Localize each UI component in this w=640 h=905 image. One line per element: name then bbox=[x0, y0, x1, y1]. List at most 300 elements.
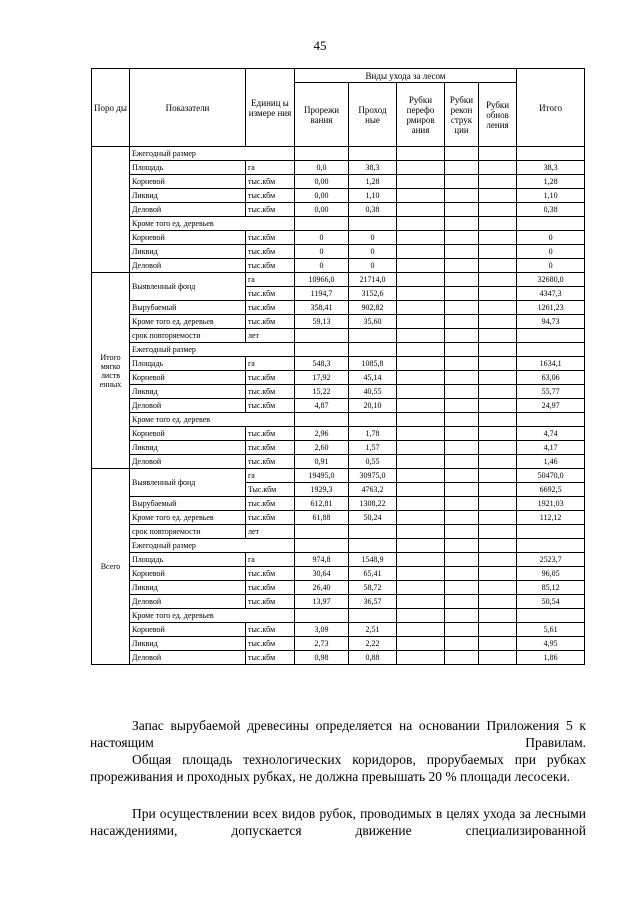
renewal-value bbox=[479, 441, 517, 455]
reformation-value bbox=[397, 385, 445, 399]
renewal-value bbox=[479, 259, 517, 273]
table-row bbox=[92, 651, 585, 665]
reconstruction-value bbox=[445, 357, 479, 371]
total-value: 5,61 bbox=[517, 623, 585, 637]
total-value: 63,06 bbox=[517, 371, 585, 385]
passage-value: 65,41 bbox=[349, 567, 397, 581]
reformation-value bbox=[397, 217, 445, 231]
total-value bbox=[517, 413, 585, 427]
reformation-value bbox=[397, 287, 445, 301]
indicator-cell: срок повторяемости bbox=[130, 329, 246, 343]
reformation-value bbox=[397, 329, 445, 343]
renewal-value bbox=[479, 651, 517, 665]
passage-value: 20,10 bbox=[349, 399, 397, 413]
table-row bbox=[92, 609, 585, 623]
reformation-value bbox=[397, 231, 445, 245]
renewal-value bbox=[479, 525, 517, 539]
thinning-value: 10966,0 bbox=[295, 273, 349, 287]
renewal-value bbox=[479, 497, 517, 511]
reconstruction-value bbox=[445, 259, 479, 273]
reconstruction-value bbox=[445, 245, 479, 259]
thinning-value: 1929,3 bbox=[295, 483, 349, 497]
thinning-value: 15,22 bbox=[295, 385, 349, 399]
total-value bbox=[517, 329, 585, 343]
indicator-cell: Корневой bbox=[130, 231, 246, 245]
thinning-value bbox=[295, 539, 349, 553]
table-row bbox=[92, 553, 585, 567]
passage-value bbox=[349, 413, 397, 427]
indicator-cell: Корневой bbox=[130, 623, 246, 637]
passage-value bbox=[349, 343, 397, 357]
indicator-cell: Деловой bbox=[130, 203, 246, 217]
table-row bbox=[92, 399, 585, 413]
table-row bbox=[92, 343, 585, 357]
passage-value: 2,22 bbox=[349, 637, 397, 651]
reconstruction-value bbox=[445, 623, 479, 637]
unit-cell: тыс.кбм bbox=[246, 175, 295, 189]
passage-value: 1085,8 bbox=[349, 357, 397, 371]
total-value bbox=[517, 525, 585, 539]
unit-cell: тыс.кбм bbox=[246, 371, 295, 385]
passage-value bbox=[349, 539, 397, 553]
reconstruction-value bbox=[445, 161, 479, 175]
renewal-value bbox=[479, 469, 517, 483]
unit-cell: тыс.кбм bbox=[246, 189, 295, 203]
passage-value: 35,60 bbox=[349, 315, 397, 329]
total-value: 4347,3 bbox=[517, 287, 585, 301]
indicator-cell: срок повторяемости bbox=[130, 525, 246, 539]
passage-value: 3152,6 bbox=[349, 287, 397, 301]
passage-value: 1548,9 bbox=[349, 553, 397, 567]
table-row bbox=[92, 301, 585, 315]
reformation-value bbox=[397, 357, 445, 371]
renewal-value bbox=[479, 343, 517, 357]
paragraph-corridors bbox=[90, 751, 586, 785]
total-value: 94,73 bbox=[517, 315, 585, 329]
reformation-value bbox=[397, 245, 445, 259]
indicator-cell: Ликвид bbox=[130, 245, 246, 259]
passage-value: 1,57 bbox=[349, 441, 397, 455]
reformation-value bbox=[397, 147, 445, 161]
indicator-cell: Ликвид bbox=[130, 385, 246, 399]
unit-cell: тыс.кбм bbox=[246, 581, 295, 595]
thinning-value: 612,81 bbox=[295, 497, 349, 511]
reconstruction-value bbox=[445, 385, 479, 399]
table-row bbox=[92, 441, 585, 455]
header-unit: Единиц ы измере ния bbox=[246, 69, 295, 147]
renewal-value bbox=[479, 287, 517, 301]
reconstruction-value bbox=[445, 301, 479, 315]
thinning-value: 30,64 bbox=[295, 567, 349, 581]
total-value bbox=[517, 343, 585, 357]
reformation-value bbox=[397, 343, 445, 357]
total-value bbox=[517, 609, 585, 623]
reformation-value bbox=[397, 203, 445, 217]
reconstruction-value bbox=[445, 539, 479, 553]
reformation-value bbox=[397, 609, 445, 623]
passage-value: 0,38 bbox=[349, 203, 397, 217]
reformation-value bbox=[397, 301, 445, 315]
thinning-value bbox=[295, 525, 349, 539]
renewal-value bbox=[479, 357, 517, 371]
thinning-value: 2,96 bbox=[295, 427, 349, 441]
table-row bbox=[92, 329, 585, 343]
thinning-value: 0,98 bbox=[295, 651, 349, 665]
indicator-cell: Выявленный фонд bbox=[130, 273, 246, 301]
total-value bbox=[517, 217, 585, 231]
reconstruction-value bbox=[445, 231, 479, 245]
unit-cell: га bbox=[246, 273, 295, 287]
passage-value: 2,51 bbox=[349, 623, 397, 637]
indicator-cell: Ликвид bbox=[130, 581, 246, 595]
total-value: 0 bbox=[517, 231, 585, 245]
thinning-value: 61,88 bbox=[295, 511, 349, 525]
table-row bbox=[92, 259, 585, 273]
thinning-value: 0,91 bbox=[295, 455, 349, 469]
table-row bbox=[92, 217, 585, 231]
unit-cell: тыс.кбм bbox=[246, 595, 295, 609]
table-row bbox=[92, 189, 585, 203]
passage-value: 38,3 bbox=[349, 161, 397, 175]
renewal-value bbox=[479, 609, 517, 623]
reformation-value bbox=[397, 273, 445, 287]
renewal-value bbox=[479, 273, 517, 287]
indicator-cell: Ежегодный размер bbox=[130, 147, 295, 161]
thinning-value: 0,00 bbox=[295, 203, 349, 217]
indicator-cell: Выявленный фонд bbox=[130, 469, 246, 497]
unit-cell: тыс.кбм bbox=[246, 427, 295, 441]
renewal-value bbox=[479, 301, 517, 315]
indicator-cell: Кроме того ед. деревьев bbox=[130, 609, 295, 623]
unit-cell: тыс.кбм bbox=[246, 259, 295, 273]
total-value: 1261,23 bbox=[517, 301, 585, 315]
passage-value: 1308,22 bbox=[349, 497, 397, 511]
reformation-value bbox=[397, 371, 445, 385]
table-row bbox=[92, 455, 585, 469]
passage-value: 0 bbox=[349, 259, 397, 273]
reconstruction-value bbox=[445, 469, 479, 483]
header-total: Итого bbox=[517, 69, 585, 147]
passage-value bbox=[349, 147, 397, 161]
passage-value: 1,10 bbox=[349, 189, 397, 203]
renewal-value bbox=[479, 399, 517, 413]
breed-cell: Всего bbox=[92, 469, 130, 665]
reconstruction-value bbox=[445, 203, 479, 217]
unit-cell: лет bbox=[246, 525, 295, 539]
passage-value: 1,28 bbox=[349, 175, 397, 189]
renewal-value bbox=[479, 483, 517, 497]
thinning-value: 3,09 bbox=[295, 623, 349, 637]
passage-value: 902,82 bbox=[349, 301, 397, 315]
reformation-value bbox=[397, 175, 445, 189]
paragraph-1: Запас вырубаемой древесины определяется на основании Приложения 5 к настоящим Правилам. bbox=[90, 718, 586, 750]
passage-value: 30975,0 bbox=[349, 469, 397, 483]
total-value: 4,17 bbox=[517, 441, 585, 455]
renewal-value bbox=[479, 581, 517, 595]
total-value: 0 bbox=[517, 259, 585, 273]
renewal-value bbox=[479, 329, 517, 343]
total-value: 0,38 bbox=[517, 203, 585, 217]
total-value: 1634,1 bbox=[517, 357, 585, 371]
reformation-value bbox=[397, 189, 445, 203]
total-value: 1,10 bbox=[517, 189, 585, 203]
reconstruction-value bbox=[445, 455, 479, 469]
indicator-cell: Ежегодный размер bbox=[130, 343, 295, 357]
indicator-cell: Площадь bbox=[130, 553, 246, 567]
table-row bbox=[92, 231, 585, 245]
thinning-value: 974,8 bbox=[295, 553, 349, 567]
unit-cell: тыс.кбм bbox=[246, 455, 295, 469]
total-value: 32680,0 bbox=[517, 273, 585, 287]
unit-cell: тыс.кбм bbox=[246, 497, 295, 511]
total-value: 4,95 bbox=[517, 637, 585, 651]
total-value: 4,74 bbox=[517, 427, 585, 441]
reconstruction-value bbox=[445, 189, 479, 203]
thinning-value: 59,13 bbox=[295, 315, 349, 329]
table-row bbox=[92, 539, 585, 553]
reconstruction-value bbox=[445, 315, 479, 329]
total-value bbox=[517, 147, 585, 161]
table-row bbox=[92, 413, 585, 427]
reformation-value bbox=[397, 315, 445, 329]
thinning-value bbox=[295, 609, 349, 623]
passage-value: 40,55 bbox=[349, 385, 397, 399]
table-header bbox=[92, 69, 585, 147]
passage-value: 50,24 bbox=[349, 511, 397, 525]
thinning-value: 0 bbox=[295, 259, 349, 273]
passage-value: 0,88 bbox=[349, 651, 397, 665]
indicator-cell: Площадь bbox=[130, 357, 246, 371]
total-value: 50470,0 bbox=[517, 469, 585, 483]
passage-value bbox=[349, 217, 397, 231]
reformation-value bbox=[397, 623, 445, 637]
table-row bbox=[92, 511, 585, 525]
table-row bbox=[92, 525, 585, 539]
table-row bbox=[92, 497, 585, 511]
thinning-value: 19495,0 bbox=[295, 469, 349, 483]
unit-cell: тыс.кбм bbox=[246, 637, 295, 651]
renewal-value bbox=[479, 175, 517, 189]
reconstruction-value bbox=[445, 497, 479, 511]
paragraph-2: Общая площадь технологических коридоров, прорубаемых при рубках прореживания и проходных рубках, не должна превышать 20 % площади лесосеки. bbox=[90, 752, 586, 784]
thinning-value: 0 bbox=[295, 231, 349, 245]
unit-cell: тыс.кбм bbox=[246, 651, 295, 665]
thinning-value: 13,97 bbox=[295, 595, 349, 609]
header-renewal: Рубки обнов ления bbox=[479, 83, 517, 147]
renewal-value bbox=[479, 203, 517, 217]
thinning-value bbox=[295, 147, 349, 161]
reformation-value bbox=[397, 497, 445, 511]
reconstruction-value bbox=[445, 273, 479, 287]
thinning-value: 0 bbox=[295, 245, 349, 259]
unit-cell: тыс.кбм bbox=[246, 511, 295, 525]
reformation-value bbox=[397, 553, 445, 567]
thinning-value: 17,92 bbox=[295, 371, 349, 385]
table-row bbox=[92, 469, 585, 483]
indicator-cell: Кроме того ед. деревьев bbox=[130, 511, 246, 525]
renewal-value bbox=[479, 147, 517, 161]
total-value: 24,97 bbox=[517, 399, 585, 413]
reformation-value bbox=[397, 161, 445, 175]
reconstruction-value bbox=[445, 287, 479, 301]
total-value: 6692,5 bbox=[517, 483, 585, 497]
paragraph-3: При осуществлении всех видов рубок, проводимых в целях ухода за лесными насаждениями, допускается движение специализированной bbox=[90, 806, 586, 838]
indicator-cell: Корневой bbox=[130, 371, 246, 385]
reconstruction-value bbox=[445, 595, 479, 609]
total-value bbox=[517, 539, 585, 553]
reconstruction-value bbox=[445, 399, 479, 413]
table-row bbox=[92, 637, 585, 651]
unit-cell: га bbox=[246, 469, 295, 483]
indicator-cell: Кроме того ед. деревев bbox=[130, 413, 295, 427]
table-row bbox=[92, 315, 585, 329]
unit-cell: лет bbox=[246, 329, 295, 343]
renewal-value bbox=[479, 511, 517, 525]
passage-value: 4763,2 bbox=[349, 483, 397, 497]
passage-value: 0,55 bbox=[349, 455, 397, 469]
indicator-cell: Корневой bbox=[130, 175, 246, 189]
table-row bbox=[92, 203, 585, 217]
table-row bbox=[92, 623, 585, 637]
thinning-value: 26,40 bbox=[295, 581, 349, 595]
renewal-value bbox=[479, 623, 517, 637]
reformation-value bbox=[397, 413, 445, 427]
renewal-value bbox=[479, 567, 517, 581]
reconstruction-value bbox=[445, 175, 479, 189]
page-number: 45 bbox=[313, 38, 327, 53]
reconstruction-value bbox=[445, 343, 479, 357]
paragraph-felling bbox=[90, 805, 586, 839]
reconstruction-value bbox=[445, 567, 479, 581]
unit-cell: тыс.кбм bbox=[246, 287, 295, 301]
indicator-cell: Деловой bbox=[130, 595, 246, 609]
passage-value bbox=[349, 329, 397, 343]
total-value: 2523,7 bbox=[517, 553, 585, 567]
thinning-value: 1194,7 bbox=[295, 287, 349, 301]
renewal-value bbox=[479, 539, 517, 553]
reformation-value bbox=[397, 651, 445, 665]
reformation-value bbox=[397, 427, 445, 441]
table-row bbox=[92, 161, 585, 175]
thinning-value: 4,87 bbox=[295, 399, 349, 413]
table-row bbox=[92, 385, 585, 399]
reconstruction-value bbox=[445, 329, 479, 343]
header-thinning: Прорежи вания bbox=[295, 83, 349, 147]
table-row bbox=[92, 175, 585, 189]
indicator-cell: Кроме того ед. деревьев bbox=[130, 217, 295, 231]
unit-cell: тыс.кбм bbox=[246, 315, 295, 329]
reconstruction-value bbox=[445, 511, 479, 525]
renewal-value bbox=[479, 385, 517, 399]
thinning-value bbox=[295, 217, 349, 231]
reconstruction-value bbox=[445, 553, 479, 567]
renewal-value bbox=[479, 231, 517, 245]
indicator-cell: Вырубаемый bbox=[130, 497, 246, 511]
paragraph-reserve bbox=[90, 717, 586, 751]
reformation-value bbox=[397, 567, 445, 581]
passage-value: 21714,0 bbox=[349, 273, 397, 287]
reconstruction-value bbox=[445, 483, 479, 497]
unit-cell: Тыс.кбм bbox=[246, 483, 295, 497]
header-indicators: Показатели bbox=[130, 69, 246, 147]
header-reconstruction: Рубки рекон струк ции bbox=[445, 83, 479, 147]
indicator-cell: Площадь bbox=[130, 161, 246, 175]
reformation-value bbox=[397, 469, 445, 483]
thinning-value: 0,00 bbox=[295, 175, 349, 189]
renewal-value bbox=[479, 413, 517, 427]
reformation-value bbox=[397, 595, 445, 609]
reformation-value bbox=[397, 511, 445, 525]
table-row bbox=[92, 273, 585, 287]
reconstruction-value bbox=[445, 651, 479, 665]
thinning-value bbox=[295, 413, 349, 427]
unit-cell: тыс.кбм bbox=[246, 203, 295, 217]
table-row bbox=[92, 147, 585, 161]
total-value: 1,28 bbox=[517, 175, 585, 189]
reconstruction-value bbox=[445, 371, 479, 385]
unit-cell: тыс.кбм bbox=[246, 441, 295, 455]
indicator-cell: Ликвид bbox=[130, 441, 246, 455]
reconstruction-value bbox=[445, 609, 479, 623]
total-value: 1921,03 bbox=[517, 497, 585, 511]
passage-value bbox=[349, 525, 397, 539]
renewal-value bbox=[479, 245, 517, 259]
renewal-value bbox=[479, 427, 517, 441]
thinning-value bbox=[295, 329, 349, 343]
unit-cell: га bbox=[246, 357, 295, 371]
total-value: 55,77 bbox=[517, 385, 585, 399]
table-row bbox=[92, 595, 585, 609]
total-value: 38,3 bbox=[517, 161, 585, 175]
reformation-value bbox=[397, 441, 445, 455]
indicator-cell: Корневой bbox=[130, 427, 246, 441]
thinning-value: 2,60 bbox=[295, 441, 349, 455]
reformation-value bbox=[397, 637, 445, 651]
unit-cell: тыс.кбм bbox=[246, 399, 295, 413]
reformation-value bbox=[397, 399, 445, 413]
passage-value: 1,78 bbox=[349, 427, 397, 441]
forest-care-table bbox=[91, 68, 585, 665]
indicator-cell: Деловой bbox=[130, 455, 246, 469]
total-value: 1,46 bbox=[517, 455, 585, 469]
total-value: 0 bbox=[517, 245, 585, 259]
passage-value: 0 bbox=[349, 231, 397, 245]
table-row bbox=[92, 581, 585, 595]
indicator-cell: Ежегодный размер bbox=[130, 539, 295, 553]
reformation-value bbox=[397, 581, 445, 595]
unit-cell: тыс.кбм bbox=[246, 231, 295, 245]
indicator-cell: Вырубаемый bbox=[130, 301, 246, 315]
breed-cell bbox=[92, 147, 130, 273]
passage-value: 45,14 bbox=[349, 371, 397, 385]
total-value: 50,54 bbox=[517, 595, 585, 609]
indicator-cell: Ликвид bbox=[130, 189, 246, 203]
indicator-cell: Корневой bbox=[130, 567, 246, 581]
reconstruction-value bbox=[445, 217, 479, 231]
renewal-value bbox=[479, 315, 517, 329]
table-row bbox=[92, 357, 585, 371]
table-row bbox=[92, 567, 585, 581]
reformation-value bbox=[397, 259, 445, 273]
renewal-value bbox=[479, 217, 517, 231]
renewal-value bbox=[479, 189, 517, 203]
table-row bbox=[92, 245, 585, 259]
table-row bbox=[92, 427, 585, 441]
total-value: 85,12 bbox=[517, 581, 585, 595]
reconstruction-value bbox=[445, 427, 479, 441]
reconstruction-value bbox=[445, 441, 479, 455]
header-care-types: Виды ухода за лесом bbox=[295, 69, 517, 83]
